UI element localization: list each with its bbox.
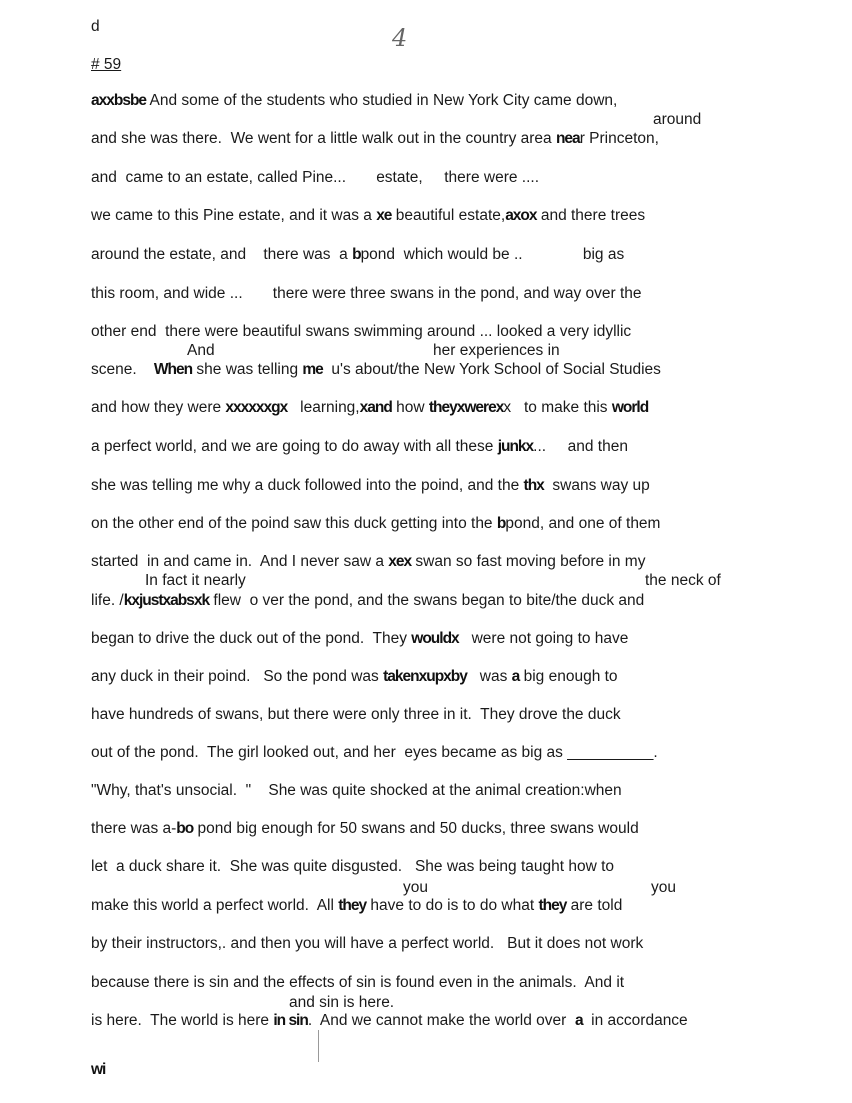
- text-line: [91, 592, 644, 610]
- struck-text: a: [511, 668, 520, 685]
- struck-text: in sin: [273, 1012, 308, 1029]
- struck-text: wi: [91, 1061, 106, 1078]
- struck-text: thx: [523, 477, 544, 494]
- line-text: a perfect world, and we are going to do away with all these: [91, 438, 498, 455]
- struck-text: b: [352, 246, 361, 263]
- line-text: we came to this Pine estate, and it was a: [91, 207, 377, 224]
- interlinear-insert: the neck of: [645, 572, 721, 589]
- struck-text: When: [153, 361, 193, 378]
- line-text: there was a-: [91, 820, 177, 837]
- struck-text: xex: [388, 553, 412, 570]
- interlinear-insert: her experiences in: [433, 342, 560, 359]
- text-line: [91, 130, 659, 148]
- text-line: [91, 246, 624, 264]
- line-text: in accordance: [582, 1012, 688, 1029]
- struck-text: xand: [359, 399, 392, 416]
- text-line: [91, 361, 661, 379]
- line-text: learning,: [287, 399, 360, 416]
- struck-text: world: [611, 399, 649, 416]
- text-line: [91, 744, 658, 762]
- text-line: [91, 438, 628, 456]
- text-line: [91, 207, 645, 225]
- interlinear-insert: In fact it nearly: [145, 572, 246, 589]
- text-line: [91, 553, 645, 571]
- line-text: began to drive the duck out of the pond. They: [91, 630, 412, 647]
- line-text: make this world a perfect world. All: [91, 897, 339, 914]
- line-text: u's about/the New York School of Social Studies: [322, 361, 661, 378]
- line-text: pond which would be .. big as: [360, 246, 625, 263]
- line-text: were not going to have: [458, 630, 629, 647]
- line-text: and how they were: [91, 399, 226, 416]
- interlinear-insert: around: [653, 111, 702, 128]
- line-text: And some of the students who studied in New York City came down,: [146, 92, 618, 109]
- line-text: flew o ver the pond, and the swans began to bite/the duck and: [209, 592, 645, 609]
- line-text: how: [391, 399, 429, 416]
- text-line: [91, 820, 639, 838]
- text-line: [91, 1012, 688, 1030]
- line-text: started in and came in. And I never saw a: [91, 553, 389, 570]
- line-text: around the estate, and there was a: [91, 246, 353, 263]
- line-text: have hundreds of swans, but there were only three in it. They drove the duck: [91, 706, 621, 723]
- struck-text: xe: [376, 207, 392, 224]
- text-line: [91, 858, 614, 876]
- line-text: x to make this: [503, 399, 612, 416]
- line-text: have to do is to do what: [366, 897, 539, 914]
- line-text: swan so fast moving before in my: [411, 553, 646, 570]
- line-text: and came to an estate, called Pine... estate, there were ....: [91, 169, 540, 186]
- line-text: let a duck share it. She was quite disgusted. She was being taught how to: [91, 858, 615, 875]
- text-line: [91, 285, 642, 303]
- text-line: [91, 706, 621, 724]
- line-text: and there trees: [536, 207, 646, 224]
- interlinear-insert: you: [403, 879, 428, 896]
- line-text: out of the pond. The girl looked out, and her eyes became as big as __________.: [91, 744, 658, 761]
- text-line: [91, 92, 617, 110]
- pen-mark: [318, 1030, 319, 1062]
- text-line: [91, 477, 650, 495]
- line-text: are told: [566, 897, 623, 914]
- line-text: scene.: [91, 361, 154, 378]
- interlinear-insert: you: [651, 879, 676, 896]
- struck-text: a: [574, 1012, 583, 1029]
- text-line: [91, 897, 622, 915]
- struck-text: they: [538, 897, 567, 914]
- line-text: life. /: [91, 592, 124, 609]
- struck-text: junkx: [497, 438, 534, 455]
- struck-text: bo: [176, 820, 194, 837]
- line-text: is here. The world is here: [91, 1012, 274, 1029]
- struck-text: nea: [555, 130, 580, 147]
- line-text: on the other end of the poind saw this duck getting into the: [91, 515, 497, 532]
- struck-text: they: [338, 897, 367, 914]
- line-text: . And we cannot make the world over: [307, 1012, 575, 1029]
- interlinear-insert: and sin is here.: [289, 994, 395, 1011]
- text-line: [91, 782, 622, 800]
- text-line: [91, 630, 628, 648]
- struck-text: b: [496, 515, 506, 532]
- line-text: beautiful estate,: [391, 207, 506, 224]
- page-number: # 59: [91, 56, 122, 73]
- struck-text: me: [302, 361, 323, 378]
- line-text: r Princeton,: [579, 130, 659, 147]
- line-text: other end there were beautiful swans swimming around ... looked a very idyllic: [91, 323, 632, 340]
- line-text: pond big enough for 50 swans and 50 ducks, three swans would: [193, 820, 639, 837]
- line-text: she was telling: [192, 361, 303, 378]
- text-line: [91, 169, 539, 187]
- line-text: this room, and wide ... there were three swans in the pond, and way over the: [91, 285, 642, 302]
- line-text: by their instructors,. and then you will have a perfect world. But it does not work: [91, 935, 644, 952]
- line-text: and she was there. We went for a little walk out in the country area: [91, 130, 556, 147]
- header-letter: d: [91, 18, 100, 35]
- line-text: she was telling me why a duck followed into the poind, and the: [91, 477, 524, 494]
- text-line: [91, 515, 660, 533]
- handwritten-page-mark: 4: [392, 24, 408, 52]
- line-text: pond, and one of them: [505, 515, 661, 532]
- line-text: "Why, that's unsocial. " She was quite shocked at the animal creation:when: [91, 782, 622, 799]
- text-line: [91, 323, 631, 341]
- struck-text: xxxxxxgx: [225, 399, 288, 416]
- line-text: because there is sin and the effects of sin is found even in the animals. And it: [91, 974, 625, 991]
- struck-text: axox: [505, 207, 537, 224]
- struck-text: kxjustxabsxk: [123, 592, 210, 609]
- text-line: [91, 399, 648, 417]
- line-text: ... and then: [533, 438, 628, 455]
- text-line: [91, 935, 643, 953]
- struck-text: axxbsbe: [91, 92, 147, 109]
- struck-text: takenxupxby: [383, 668, 467, 685]
- struck-text: theyxwerex: [428, 399, 504, 416]
- line-text: was: [466, 668, 512, 685]
- line-text: swans way up: [543, 477, 650, 494]
- line-text: any duck in their poind. So the pond was: [91, 668, 384, 685]
- text-line: [91, 668, 618, 686]
- text-line: [91, 1061, 105, 1079]
- interlinear-insert: And: [187, 342, 215, 359]
- text-line: [91, 974, 624, 992]
- line-text: big enough to: [519, 668, 618, 685]
- struck-text: wouldx: [411, 630, 459, 647]
